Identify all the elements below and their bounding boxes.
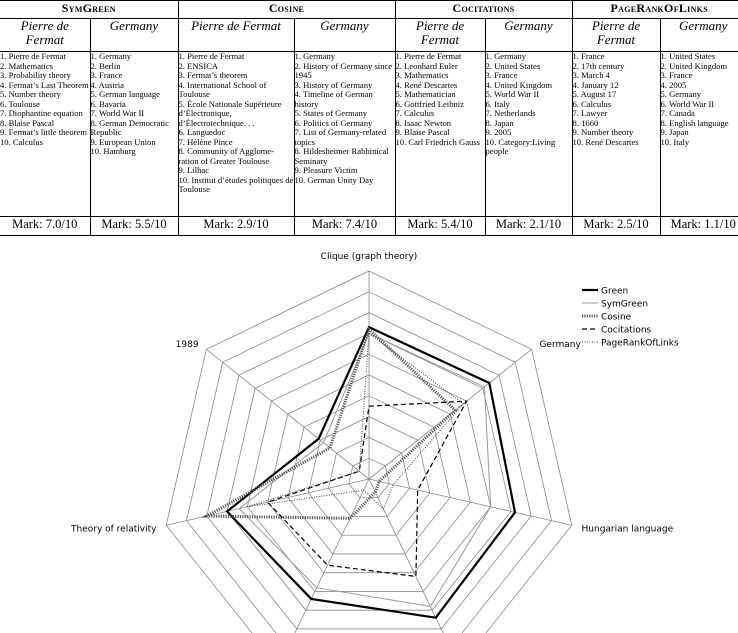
ranking-item: 4. René Descartes xyxy=(395,79,458,90)
ranking-item: 2. United Kingdom xyxy=(660,60,728,71)
mark-cell: Mark: 5.4/10 xyxy=(395,217,485,236)
ranking-item: 3. Mathematics xyxy=(395,70,449,80)
ranking-item: 7. Lawyer xyxy=(572,108,608,118)
ranking-item: 5. Number theory xyxy=(0,89,61,99)
mark-cell: Mark: 2.5/10 xyxy=(572,217,660,236)
legend-label: Green xyxy=(601,286,629,297)
mark-cell: Mark: 1.1/10 xyxy=(660,217,738,236)
series-line xyxy=(227,327,515,618)
method-header: SymGreen xyxy=(0,1,178,19)
ranking-item: 6. Bavaria xyxy=(90,98,126,109)
method-header-row xyxy=(0,1,738,19)
query-header: Germany xyxy=(660,19,738,52)
ranking-item: 2. History of Germany since 1945 xyxy=(294,60,393,80)
ranking-item: 9. Lilhac xyxy=(178,165,210,175)
ranking-item: 1. France xyxy=(572,51,605,61)
ranking-item: 4. Fermat’s Last Theorem xyxy=(0,79,89,90)
ranking-item: 4. International School of Toulouse xyxy=(178,79,267,99)
query-header: Germany xyxy=(90,19,178,52)
axis-spoke xyxy=(369,349,532,479)
method-header: PageRankOfLinks xyxy=(572,1,738,19)
ranking-item: 6. Gottfried Leibniz xyxy=(395,98,464,109)
ranking-list-cell xyxy=(0,52,90,217)
ranking-item: 5. Germany xyxy=(660,89,702,99)
ranking-item: 1. Pierre de Fermat xyxy=(178,51,245,61)
axis-label: 1989 xyxy=(175,340,199,351)
legend-label: SymGreen xyxy=(601,299,649,310)
marks-row xyxy=(0,217,738,236)
legend-label: Cosine xyxy=(601,312,632,323)
ranking-item: 2. United States xyxy=(485,60,541,71)
ranking-item: 4. 2005 xyxy=(660,79,687,90)
query-header: Pierre de Fermat xyxy=(572,19,660,52)
ranking-item: 6. Calculus xyxy=(572,98,612,109)
ranking-item: 9. Blaise Pascal xyxy=(395,127,450,137)
radar-grid xyxy=(166,271,572,633)
ranking-item: 5. World War II xyxy=(485,89,540,99)
ranking-item: 7. Canada xyxy=(660,108,695,118)
ranking-item: 6. Toulouse xyxy=(0,98,40,109)
ranking-list xyxy=(573,52,660,147)
ranking-item: 10. Calculus xyxy=(0,136,43,147)
ranking-item: 7. Hélène Pince xyxy=(178,136,233,147)
ranking-item: 9. Pleasure Victim xyxy=(294,165,358,175)
axis-label: Germany xyxy=(539,340,581,351)
ranking-item: 8. Japan xyxy=(485,117,514,128)
ranking-item: 7. Diophantine equation xyxy=(0,108,83,118)
ranking-item: 8. Hildesheimer Rabbinical Seminary xyxy=(294,146,389,166)
ranking-item: 8. 1660 xyxy=(572,117,599,128)
ranking-list xyxy=(179,52,294,195)
ranking-lists-row xyxy=(0,52,738,217)
ranking-item: 10. René Descartes xyxy=(572,136,639,147)
query-header: Germany xyxy=(485,19,572,52)
ranking-item: 5. August 17 xyxy=(572,89,617,99)
ranking-item: 3. France xyxy=(485,70,518,80)
ranking-item: 7. List of Germany-related topics xyxy=(294,127,387,147)
ranking-item: 3. Fermat’s theorem xyxy=(178,70,248,80)
ranking-item: 3. History of Germany xyxy=(294,79,373,90)
ranking-list-cell xyxy=(90,52,178,217)
legend-label: PageRankOfLinks xyxy=(601,338,679,349)
radar-chart xyxy=(0,246,738,633)
results-table-wrapper xyxy=(0,0,738,246)
ranking-item: 1. Pierre de Fermat xyxy=(0,51,66,61)
ranking-item: 4. United Kingdom xyxy=(485,79,553,90)
series-line xyxy=(268,401,467,576)
radar-axis-labels xyxy=(70,252,674,633)
ranking-item: 6. Languedoc xyxy=(178,127,226,137)
mark-cell: Mark: 7.4/10 xyxy=(294,217,395,236)
ranking-list xyxy=(661,52,738,147)
ranking-list-cell xyxy=(572,52,660,217)
axis-spoke xyxy=(206,349,369,479)
ranking-item: 1. Pierre de Fermat xyxy=(395,51,462,61)
chart-legend xyxy=(582,287,679,349)
mark-cell: Mark: 7.0/10 xyxy=(0,217,90,236)
ranking-item: 2. 17th century xyxy=(572,60,625,71)
ranking-item: 6. World War II xyxy=(660,98,715,109)
ranking-list xyxy=(0,52,90,147)
ranking-item: 9. Fermat’s little theorem xyxy=(0,127,87,137)
ranking-item: 5. States of Germany xyxy=(294,108,368,118)
axis-label: Clique (graph theory) xyxy=(320,252,418,262)
ranking-item: 9. European Union xyxy=(90,136,156,147)
ranking-item: 3. France xyxy=(660,70,693,80)
ranking-item: 9. 2005 xyxy=(485,127,512,137)
ranking-item: 4. Timeline of German history xyxy=(294,89,373,109)
ranking-list xyxy=(486,52,572,157)
query-header: Germany xyxy=(294,19,395,52)
ranking-item: 10. Carl Friedrich Gauss xyxy=(395,136,480,147)
ranking-item: 1. Germany xyxy=(90,51,132,61)
ranking-item: 8. Isaac Newton xyxy=(395,117,452,128)
ranking-item: 1. United States xyxy=(660,51,716,61)
results-table xyxy=(0,0,738,236)
legend-label: Cocitations xyxy=(601,325,652,336)
axis-label: Theory of relativity xyxy=(71,524,157,535)
method-header: Cosine xyxy=(178,1,395,19)
ranking-item: 1. Germany xyxy=(294,51,336,61)
ranking-item: 10. Hamburg xyxy=(90,146,136,156)
mark-cell: Mark: 2.1/10 xyxy=(485,217,572,236)
ranking-item: 8. Community of Agglome-ration of Greater Toulouse xyxy=(178,146,274,166)
ranking-item: 9. Number theory xyxy=(572,127,634,137)
query-header: Pierre de Fermat xyxy=(178,19,294,52)
ranking-list-cell xyxy=(395,52,485,217)
method-header: Cocitations xyxy=(395,1,572,19)
ranking-item: 2. Berlin xyxy=(90,60,121,71)
ranking-item: 8. Blaise Pascal xyxy=(0,117,55,128)
ranking-item: 2. Mathematics xyxy=(0,60,53,71)
ranking-item: 9. Japan xyxy=(660,127,689,137)
ranking-item: 5. Mathematician xyxy=(395,89,456,99)
ranking-item: 6. Politics of Germany xyxy=(294,117,373,128)
ranking-item: 4. January 12 xyxy=(572,79,619,90)
ranking-item: 1. Germany xyxy=(485,51,527,61)
ranking-item: 8. German Democratic Republic xyxy=(90,117,170,137)
ranking-list-cell xyxy=(485,52,572,217)
ranking-list-cell xyxy=(294,52,395,217)
ranking-item: 2. ENSICA xyxy=(178,60,219,71)
ranking-item: 6. Italy xyxy=(485,98,510,109)
ranking-list-cell xyxy=(660,52,738,217)
ranking-list-cell xyxy=(178,52,294,217)
ranking-item: 7. Netherlands xyxy=(485,108,536,118)
ranking-item: 10. German Unity Day xyxy=(294,174,374,185)
mark-cell: Mark: 2.9/10 xyxy=(178,217,294,236)
axis-spoke xyxy=(369,479,572,525)
ranking-list xyxy=(396,52,485,147)
query-header: Pierre de Fermat xyxy=(0,19,90,52)
axis-label: Hungarian language xyxy=(581,524,674,535)
mark-cell: Mark: 5.5/10 xyxy=(90,217,178,236)
ranking-item: 8. English language xyxy=(660,117,729,128)
ranking-item: 10. Italy xyxy=(660,136,690,147)
ranking-list xyxy=(91,52,178,157)
ranking-item: 7. World War II xyxy=(90,108,145,118)
series-line xyxy=(239,333,490,606)
ranking-item: 3. March 4 xyxy=(572,70,610,80)
ranking-item: 5. École Nationale Supérieure d’Électronique, d’Électrotechnique. . . xyxy=(178,98,282,128)
ranking-item: 7. Calculus xyxy=(395,108,435,118)
ranking-item: 4. Austria xyxy=(90,79,124,90)
ranking-item: 10. Institut d’études politiques de Toulouse xyxy=(178,174,294,194)
ranking-item: 2. Leonhard Euler xyxy=(395,60,458,71)
ranking-item: 10. Category:Living people xyxy=(485,136,556,156)
ranking-item: 3. Probability theory xyxy=(0,70,71,80)
query-header-row xyxy=(0,19,738,52)
query-header: Pierre de Fermat xyxy=(395,19,485,52)
ranking-item: 3. France xyxy=(90,70,123,80)
ranking-item: 5. German language xyxy=(90,89,160,99)
ranking-list xyxy=(295,52,395,185)
